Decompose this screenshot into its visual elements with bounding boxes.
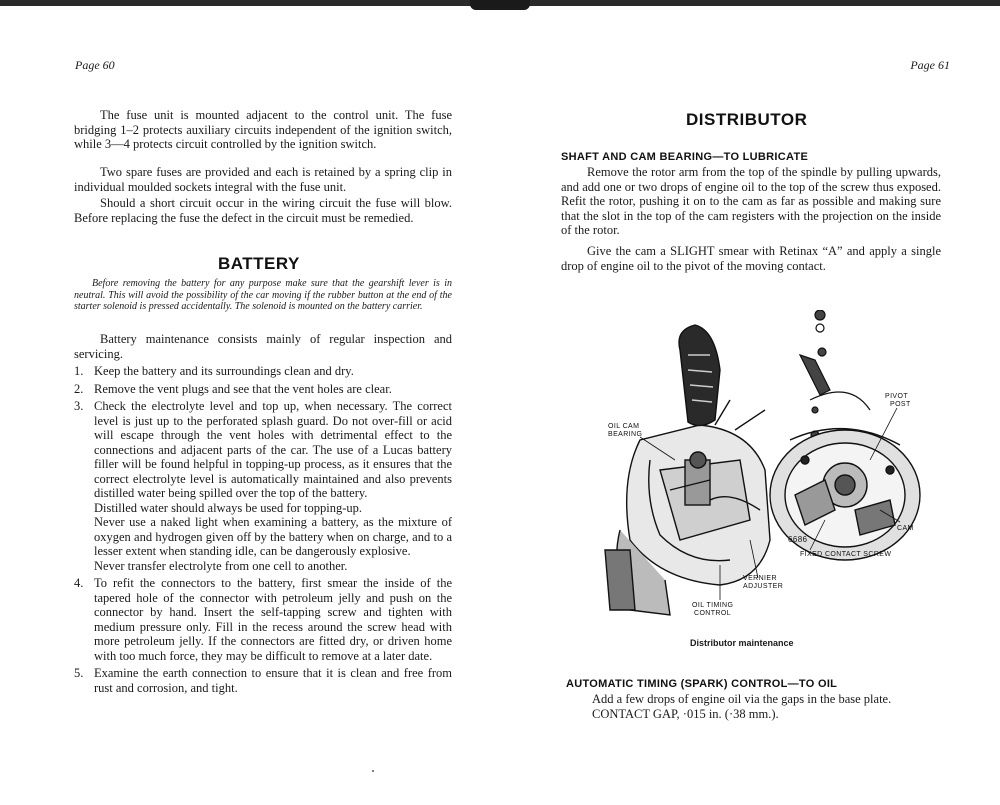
battery-intro: Battery maintenance consists mainly of regular inspection and servicing. <box>74 332 452 361</box>
timing-control-paragraph: Add a few drops of engine oil via the gaps in the base plate. <box>592 692 892 706</box>
pivot-post-label: POST <box>890 401 911 408</box>
print-speck <box>372 770 374 772</box>
list-item: 5. Examine the earth connection to ensure that it is clean and free from rust and corrosion, and tight. <box>74 666 452 695</box>
figure-number: 6686 <box>788 535 808 544</box>
page-number: Page 61 <box>910 58 950 72</box>
shaft-cam-paragraph: Remove the rotor arm from the top of the spindle by pulling upwards, and add one or two drops of engine oil to the top of the screw thus exposed. Refit the rotor, pushing it on to the cam as far as possible and making sure that the slot in the top of the cam registers with the projection on the inside of the rotor. <box>561 165 941 237</box>
contact-parts-illustration <box>800 310 870 439</box>
list-item: 2. Remove the vent plugs and see that the vent holes are clear. <box>74 381 392 396</box>
list-item: 1. Keep the battery and its surroundings clean and dry. <box>74 364 354 378</box>
distributor-heading: DISTRIBUTOR <box>686 110 808 129</box>
fixed-contact-screw-label: FIXED CONTACT SCREW <box>800 551 892 558</box>
fuse-paragraph-2: Two spare fuses are provided and each is retained by a spring clip in individual moulded sockets integral with the fuse unit. <box>74 165 452 194</box>
oil-cam-label: OIL CAM <box>608 423 640 430</box>
rotor-arm-illustration <box>679 325 720 426</box>
pivot-label: PIVOT <box>885 393 909 400</box>
battery-maintenance-list <box>74 364 452 698</box>
cam-lubrication-paragraph: Give the cam a SLIGHT smear with Retinax “A” and apply a single drop of engine oil to the pivot of the moving contact. <box>561 244 941 273</box>
list-item-extra-line: Never transfer electrolyte from one cell to another. <box>94 558 348 573</box>
list-item: 4. To refit the connectors to the battery, first smear the inside of the tapered hole of the connector with petroleum jelly and push on the connector by hand. Insert the self-tapping screw and tighten with medium pressure only. Fill in the recess around the screw head with more petroleum jelly. If the connectors are fitted dry, or driven home with too much force, they may be difficult to remove at a later date. <box>74 576 452 663</box>
list-item-extra-line: Distilled water should always be used for topping-up. <box>94 500 363 515</box>
oil-timing-label: OIL TIMING <box>692 602 734 609</box>
timing-control-heading: AUTOMATIC TIMING (SPARK) CONTROL—TO OIL <box>566 678 838 690</box>
list-item: 3. Check the electrolyte level and top up, when necessary. The correct level is just up to the perforated splash guard. Do not over-fill or acid will escape through the vent holes with detrimental effect to the connections and adjacent parts of the car. The use of a Lucas battery filler will be found helpful in topping-up process, as it ensures that the correct electrolyte level is automatically maintained and also prevents distilled water being spilled over the top of the battery. Distilled water should always be used for topping-up. Never use a naked light when examining a battery, as the mixture of oxygen and hydrogen given off by the battery when on charge, and to a lesser extent when standing idle, can be dangerously explosive. Never transfer electrolyte from one cell to another. <box>74 399 452 573</box>
diagram-caption: Distributor maintenance <box>690 638 794 648</box>
fuse-paragraph-1: The fuse unit is mounted adjacent to the control unit. The fuse bridging 1–2 protects auxiliary circuits independent of the ignition switch, while 3—4 protects circuit controlled by the ignition switch. <box>74 108 452 151</box>
vernier-adjuster-label: ADJUSTER <box>743 583 784 590</box>
contact-gap-text: CONTACT GAP, ·015 in. (·38 mm.). <box>592 707 779 721</box>
cam-label: CAM <box>897 525 914 532</box>
fuse-paragraph-3: Should a short circuit occur in the wiring circuit the fuse will blow. Before replacing the fuse the defect in the circuit must be remedied. <box>74 196 452 225</box>
distributor-diagram <box>600 310 930 640</box>
battery-warning-note: Before removing the battery for any purpose make sure that the gearshift lever is in neutral. This will avoid the possibility of the car moving if the rubber button at the end of the starter solenoid is pressed accidentally. The solenoid is mounted on the battery carrier. <box>74 278 452 312</box>
page-number: Page 60 <box>75 58 115 72</box>
battery-heading: BATTERY <box>218 254 300 273</box>
oil-cam-bearing-label: BEARING <box>608 431 643 438</box>
list-item-extra-line: Never use a naked light when examining a battery, as the mixture of oxygen and hydrogen given off by the battery when on charge, and to a lesser extent when standing idle, can be dangerously explosive. <box>94 515 452 558</box>
oil-timing-control-label: CONTROL <box>694 610 732 617</box>
shaft-cam-heading: SHAFT AND CAM BEARING—TO LUBRICATE <box>561 151 809 163</box>
vernier-label: VERNIER <box>743 575 777 582</box>
